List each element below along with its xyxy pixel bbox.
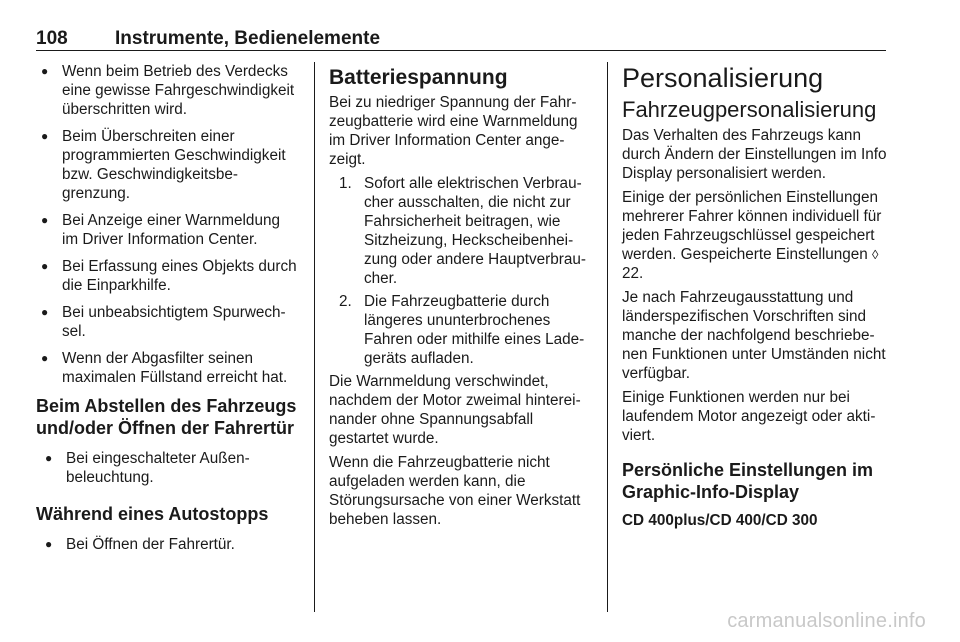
battery-paragraph-1: Die Warnmeldung verschwindet, nachdem der Motor zweimal hintereinander ohne Spannungsabfall gestartet wurde. [329,373,581,447]
list-item: ● Bei eingeschalteter Außenbeleuchtung. [45,450,250,486]
list-item: ● Bei Anzeige einer Warnmeldung im Driver Information Center. [41,212,280,248]
section-heading-parking: Beim Abstellen des Fahrzeugs und/oder Öffnen der Fahrertür [36,396,297,438]
warning-conditions-list [36,62,298,387]
step-item: 1. Sofort alle elektrischen Verbraucher ausschalten, die nicht zur Fahrsicherheit beitragen, wie Sitzheizung, Heckscheibenheizung oder andere Hauptverbraucher. [339,175,586,287]
list-item: ● Bei Erfassung eines Objekts durch die Einparkhilfe. [41,258,297,294]
subheading-cd-models: CD 400plus/CD 400/CD 300 [622,512,818,529]
personalization-paragraph-4: Einige Funktionen werden nur bei laufendem Motor angezeigt oder aktiviert. [622,389,876,444]
battery-steps [329,174,593,368]
section-heading-autostop: Während eines Autostopps [36,504,269,524]
personalization-paragraph-2: Einige der persönlichen Einstellungen mehrerer Fahrer können individuell für jeden Fahrzeugschlüssel gespeichert werden. Gespeicherte Einstellungen ◊ 22. [622,189,882,282]
column-divider-left [314,62,315,612]
battery-intro: Bei zu niedriger Spannung der Fahrzeugbatterie wird eine Warnmeldung im Driver Information Center angezeigt. [329,94,578,168]
autostop-conditions-list [36,535,298,554]
list-item: ● Bei unbeabsichtigtem Spurwechsel. [41,304,286,340]
bullet-icon: ● [41,64,49,78]
page-header [36,28,886,50]
chapter-title: Instrumente, Bedienelemente [115,28,381,49]
section-heading-battery: Batteriespannung [329,66,508,89]
bullet-icon: ● [41,305,49,319]
list-item: ● Bei Öffnen der Fahrertür. [45,536,235,553]
bullet-icon: ● [45,451,53,465]
column-1 [36,62,298,562]
page-reference[interactable]: 22. [622,265,644,282]
section-heading-graphic-info: Persönliche Einstellungen im Graphic-Info-Display [622,460,874,502]
list-item: ● Wenn der Abgasfilter seinen maximalen Füllstand erreicht hat. [41,350,288,386]
page-reference-icon: ◊ [872,247,879,262]
list-item: ● Wenn beim Betrieb des Verdecks eine gewisse Fahrgeschwindigkeit überschritten wird. [41,63,295,118]
column-3 [622,62,888,530]
page-number: 108 [36,28,68,49]
bullet-icon: ● [41,213,49,227]
personalization-paragraph-1: Das Verhalten des Fahrzeugs kann durch Ändern der Einstellungen im Info Display personalisiert werden. [622,127,887,182]
bullet-icon: ● [41,351,49,365]
header-rule [36,50,886,51]
bullet-icon: ● [45,537,53,551]
chapter-heading: Personalisierung [622,63,824,93]
column-2 [329,66,593,534]
bullet-icon: ● [41,259,49,273]
column-divider-right [607,62,608,612]
bullet-icon: ● [41,129,49,143]
personalization-paragraph-3: Je nach Fahrzeugausstattung und länderspezifischen Vorschriften sind manche der nachfolgend beschriebenen Funktionen unter Umständen nicht verfügbar. [622,289,886,382]
list-item: ● Beim Überschreiten einer programmierten Geschwindigkeit bzw. Geschwindigkeitsbegrenzung. [41,128,286,202]
step-item: 2. Die Fahrzeugbatterie durch längeres ununterbrochenes Fahren oder mithilfe eines Ladegeräts aufladen. [339,293,585,367]
section-heading-personalization: Fahrzeugpersonalisierung [622,97,877,122]
step-number: 2. [339,293,352,310]
battery-paragraph-2: Wenn die Fahrzeugbatterie nicht aufgeladen werden kann, die Störungsursache von einer Werkstatt beheben lassen. [329,454,581,528]
watermark: carmanualsonline.info [727,610,926,632]
parking-conditions-list [36,449,298,487]
step-number: 1. [339,175,352,192]
